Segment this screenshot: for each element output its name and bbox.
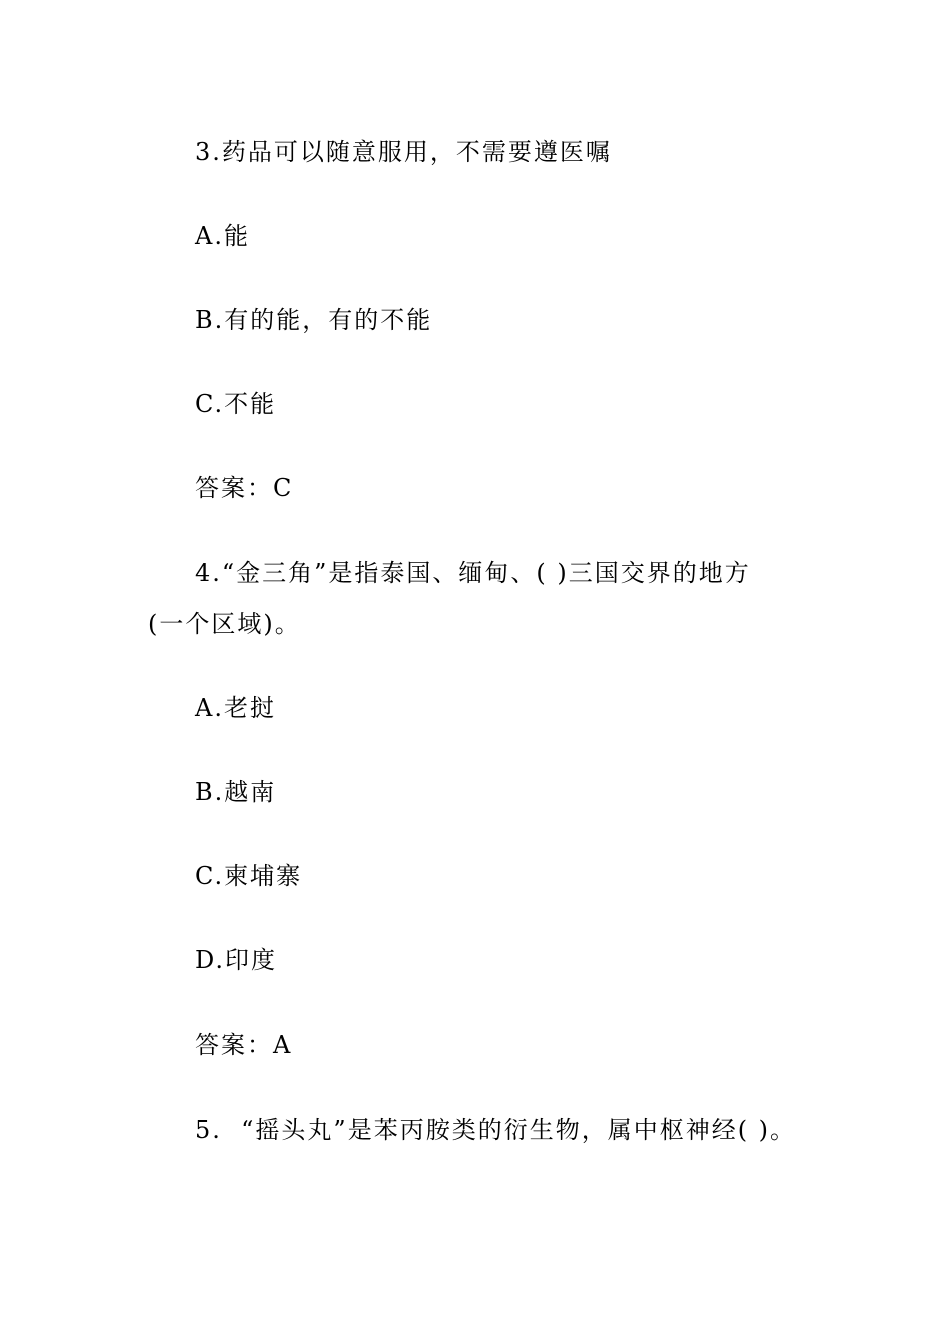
question-5-stem: 5. “摇头丸”是苯丙胺类的衍生物，属中枢神经( )。 (195, 1116, 797, 1144)
question-4-stem: 4.“金三角”是指泰国、缅甸、( )三国交界的地方 (195, 559, 751, 587)
question-3-stem: 3.药品可以随意服用，不需要遵医嘱 (195, 138, 612, 166)
question-4-option-d: D.印度 (195, 946, 278, 974)
question-4-option-b: B.越南 (195, 778, 277, 806)
question-4-stem-continuation: (一个区域)。 (148, 610, 301, 638)
question-4-option-a: A.老挝 (195, 694, 276, 722)
question-4-option-c: C.柬埔寨 (195, 862, 303, 890)
question-3-option-c: C.不能 (195, 390, 277, 418)
question-3-answer: 答案：C (195, 474, 294, 502)
question-3-option-b: B.有的能，有的不能 (195, 306, 433, 334)
question-3-option-a: A.能 (195, 222, 250, 250)
question-4-answer: 答案：A (195, 1031, 293, 1059)
